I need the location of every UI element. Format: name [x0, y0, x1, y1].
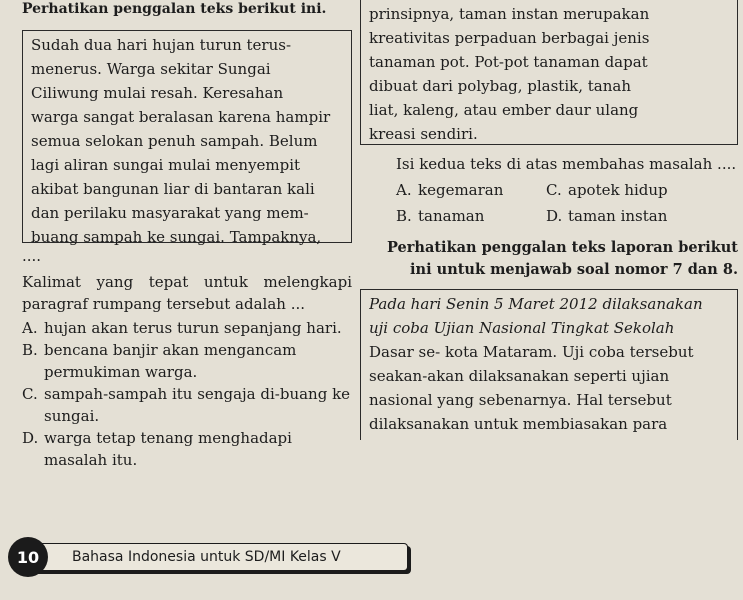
report-line: Dasar se- kota Mataram. Uji coba tersebut	[369, 343, 694, 361]
report-line: Pada hari Senin 5 Maret 2012 dilaksanakan	[369, 295, 703, 313]
right-question: Isi kedua teks di atas membahas masalah ....	[396, 155, 737, 173]
left-heading: Perhatikan penggalan teks berikut ini.	[22, 1, 327, 17]
passage-line: buang sampah ke sungai. Tampaknya,	[31, 228, 322, 246]
page-footer	[8, 537, 408, 577]
passage-line: warga sangat beralasan karena hampir	[31, 108, 331, 126]
ellipsis-line: ....	[22, 247, 42, 265]
report-line: nasional yang sebenarnya. Hal tersebut	[369, 391, 672, 409]
passage-line: liat, kaleng, atau ember daur ulang	[369, 101, 639, 119]
left-passage-box	[22, 30, 352, 246]
report-line: dilaksanakan untuk membiasakan para	[369, 415, 668, 433]
option-d[interactable]: D. warga tetap tenang menghadapi masalah itu.	[22, 429, 292, 469]
option-d[interactable]: D. taman instan	[546, 207, 668, 225]
right-options	[360, 179, 738, 227]
right-heading-line1: Perhatikan penggalan teks laporan berikut	[387, 239, 738, 256]
passage-line: menerus. Warga sekitar Sungai	[31, 60, 271, 78]
page-number-badge: 10	[8, 537, 48, 577]
passage-line: dan perilaku masyarakat yang mem-	[31, 204, 309, 222]
option-b[interactable]: B. bencana banjir akan mengancam permukiman warga.	[22, 341, 297, 381]
passage-line: semua selokan penuh sampah. Belum	[31, 132, 318, 150]
left-question: Kalimat yang tepat untuk melengkapi paragraf rumpang tersebut adalah ...	[22, 273, 352, 313]
passage-line: kreativitas perpaduan berbagai jenis	[369, 29, 650, 47]
passage-line: Sudah dua hari hujan turun terus-	[31, 36, 292, 54]
option-a[interactable]: A. hujan akan terus turun sepanjang hari.	[22, 319, 342, 337]
option-c[interactable]: C. apotek hidup	[546, 181, 668, 199]
right-column	[360, 0, 738, 440]
right-passage-box	[360, 0, 738, 145]
passage-line: lagi aliran sungai mulai menyempit	[31, 156, 301, 174]
passage-line: kreasi sendiri.	[369, 125, 478, 143]
report-box	[360, 289, 738, 440]
footer-title: Bahasa Indonesia untuk SD/MI Kelas V	[34, 543, 408, 571]
passage-line: tanaman pot. Pot-pot tanaman dapat	[369, 53, 648, 71]
passage-line: akibat bangunan liar di bantaran kali	[31, 180, 315, 198]
report-line: seakan-akan dilaksanakan seperti ujian	[369, 367, 670, 385]
report-line: uji coba Ujian Nasional Tingkat Sekolah	[369, 319, 675, 337]
option-b[interactable]: B. tanaman	[396, 207, 485, 225]
right-heading-line2: ini untuk menjawab soal nomor 7 dan 8.	[410, 261, 738, 278]
left-options	[22, 317, 352, 471]
passage-line: dibuat dari polybag, plastik, tanah	[369, 77, 631, 95]
option-a[interactable]: A. kegemaran	[396, 181, 504, 199]
passage-line: Ciliwung mulai resah. Keresahan	[31, 84, 284, 102]
passage-line: prinsipnya, taman instan merupakan	[369, 5, 650, 23]
left-column	[22, 0, 352, 471]
option-c[interactable]: C. sampah-sampah itu sengaja di-buang ke sungai.	[22, 385, 351, 425]
